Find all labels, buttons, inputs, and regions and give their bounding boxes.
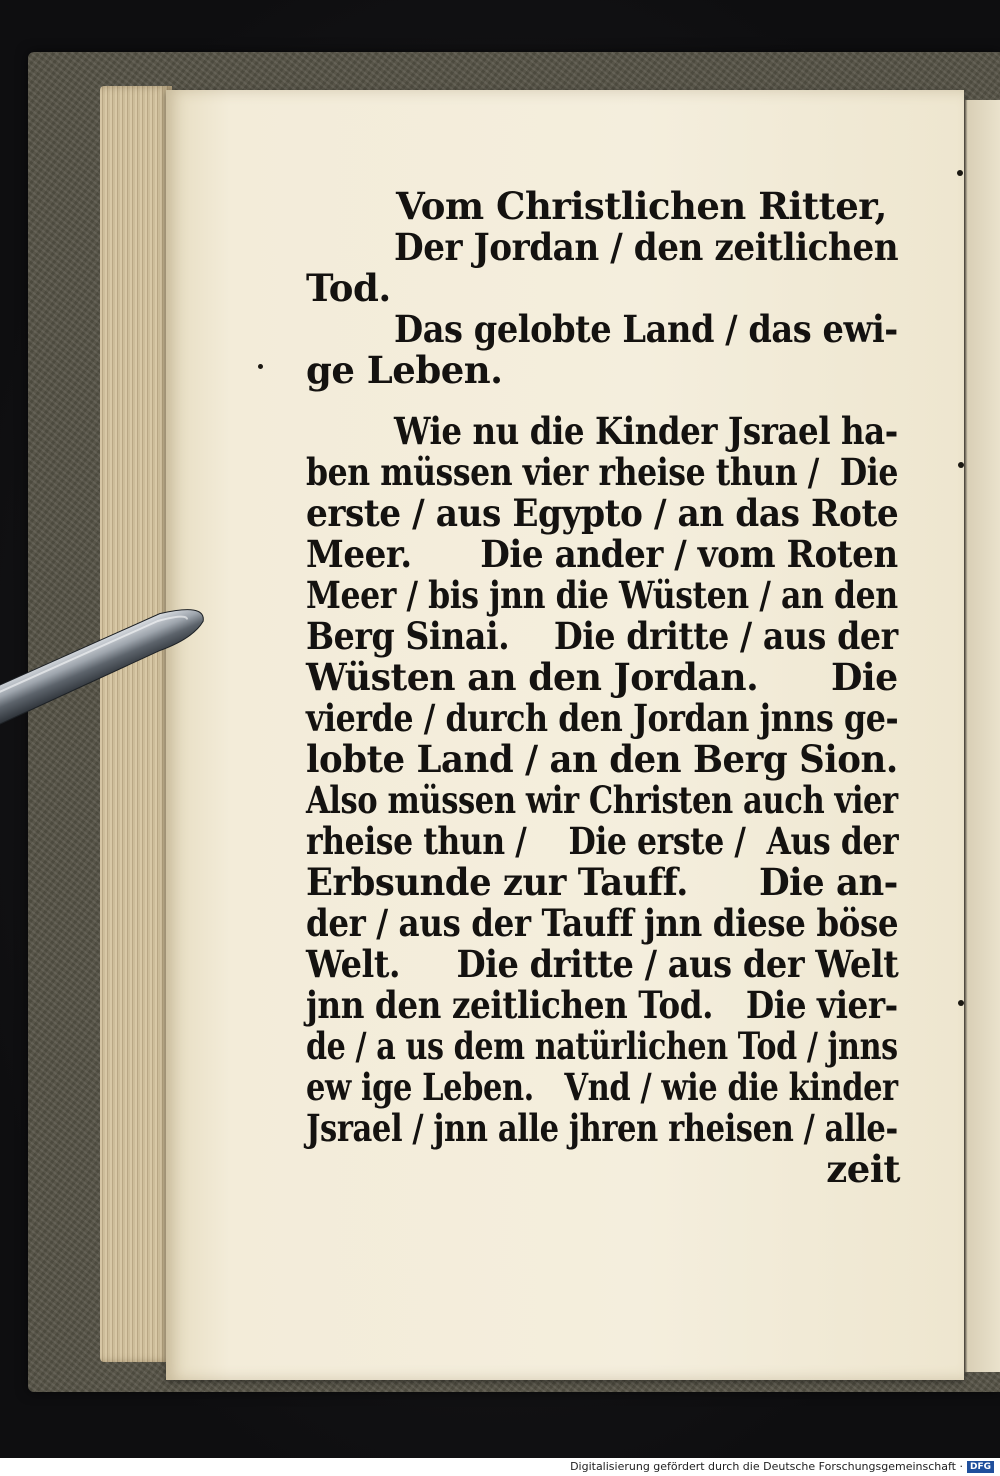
- dfg-logo: DFG: [967, 1461, 994, 1473]
- text-line: Erbsunde zur Tauff. Die an-: [306, 860, 898, 904]
- text-line: vierde / durch den Jordan jnns ge-: [306, 696, 899, 740]
- text-line: Welt. Die dritte / aus der Welt: [306, 942, 899, 986]
- text-line: ben müssen vier rheise thun / Die: [306, 450, 898, 494]
- text-line: ew ige Leben. Vnd / wie die kinder: [306, 1065, 898, 1109]
- text-line: jnn den zeitlichen Tod. Die vier-: [306, 983, 898, 1027]
- text-line: Also müssen wir Christen auch vier: [306, 778, 898, 822]
- text-line: Berg Sinai. Die dritte / aus der: [306, 614, 898, 658]
- text-line: rheise thun / Die erste / Aus der: [306, 819, 899, 863]
- text-line: erste / aus Egypto / an das Rote: [306, 491, 899, 535]
- paper-speck: [258, 364, 263, 369]
- facing-page-edge: [964, 100, 1000, 1372]
- page-edges: [100, 86, 172, 1362]
- text-line: lobte Land / an den Berg Sion.: [306, 737, 898, 781]
- text-line: Vom Christlichen Ritter,: [396, 184, 887, 228]
- text-line: Das gelobte Land / das ewi-: [394, 307, 898, 351]
- text-line: Der Jordan / den zeitlichen: [394, 225, 899, 269]
- text-line: Tod.: [306, 266, 391, 310]
- text-line: de / a us dem natürlichen Tod / jnns: [306, 1024, 898, 1068]
- text-line: zeit: [826, 1147, 900, 1191]
- text-line: Wüsten an den Jordan. Die: [306, 655, 898, 699]
- text-line: Meer / bis jnn die Wüsten / an den: [306, 573, 898, 617]
- page-text: [306, 186, 906, 1190]
- text-line: ge Leben.: [306, 348, 503, 392]
- binding-mark: [958, 1000, 964, 1006]
- paragraph-gap: [306, 391, 906, 411]
- binding-mark: [957, 170, 963, 176]
- binding-mark: [958, 462, 964, 468]
- footer-credit: Digitalisierung gefördert durch die Deutsche Forschungsgemeinschaft ·: [570, 1460, 963, 1473]
- text-line: Meer. Die ander / vom Roten: [306, 532, 898, 576]
- text-line: Jsrael / jnn alle jhren rheisen / alle-: [306, 1106, 898, 1150]
- text-line: Wie nu die Kinder Jsrael ha-: [394, 409, 898, 453]
- text-line: der / aus der Tauff jnn diese böse: [306, 901, 899, 945]
- footer-bar: [0, 1458, 1000, 1476]
